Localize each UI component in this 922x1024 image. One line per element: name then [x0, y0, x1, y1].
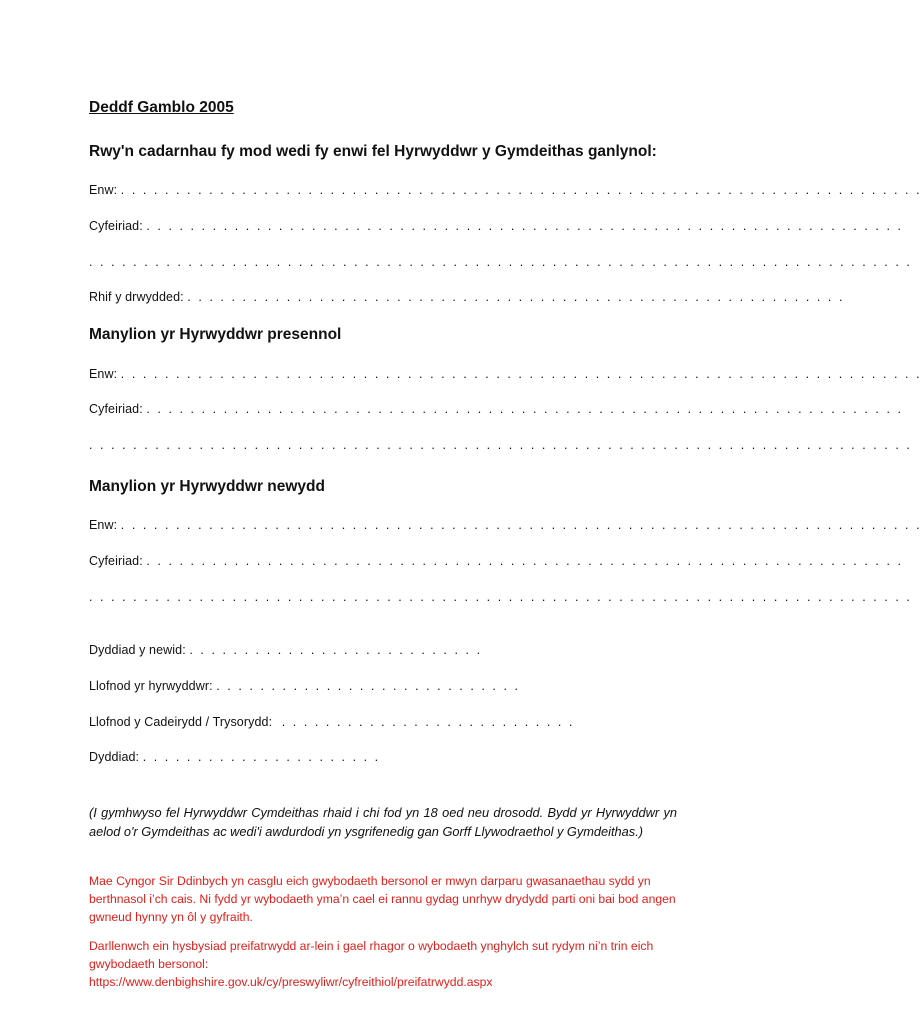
privacy-link-block [89, 937, 681, 991]
new-promoter-name-label: Enw: [89, 518, 118, 532]
privacy-url-link[interactable]: https://www.denbighshire.gov.uk/cy/preswyliwr/cyfreithiol/preifatrwydd.aspx [89, 975, 493, 989]
current-promoter-address-line2[interactable] [89, 438, 912, 452]
change-date-dots: . . . . . . . . . . . . . . . . . . . . . . . . . . . [189, 643, 483, 657]
licence-number-dots: . . . . . . . . . . . . . . . . . . . . . . . . . . . . . . . . . . . . . . . . . . . . . . . . . . . . . . . . . . . . [187, 290, 845, 304]
current-promoter-heading: Manylion yr Hyrwyddwr presennol [89, 326, 342, 343]
confirmation-heading: Rwy'n cadarnhau fy mod wedi fy enwi fel Hyrwyddwr y Gymdeithas ganlynol: [89, 143, 657, 160]
privacy-notice [89, 872, 681, 926]
current-promoter-address-dots: . . . . . . . . . . . . . . . . . . . . . . . . . . . . . . . . . . . . . . . . . . . . . . . . . . . . . . . . . . . . . . . . . . . . . [146, 402, 904, 416]
society-name-label: Enw: [89, 183, 118, 197]
new-promoter-address-dots: . . . . . . . . . . . . . . . . . . . . . . . . . . . . . . . . . . . . . . . . . . . . . . . . . . . . . . . . . . . . . . . . . . . . . [146, 554, 904, 568]
licence-number-label: Rhif y drwydded: [89, 290, 184, 304]
promoter-signature-label: Llofnod yr hyrwyddwr: [89, 679, 213, 693]
chair-signature-label: Llofnod y Cadeirydd / Trysorydd: [89, 715, 273, 729]
date-dots: . . . . . . . . . . . . . . . . . . . . . . [142, 750, 381, 764]
current-promoter-address-field[interactable] [89, 402, 903, 416]
new-promoter-address-field[interactable] [89, 554, 903, 568]
new-promoter-name-dots: . . . . . . . . . . . . . . . . . . . . . . . . . . . . . . . . . . . . . . . . . . . . . . . . . . . . . . . . . . . . . . . . . . . . . . . . . [120, 518, 922, 532]
change-date-label: Dyddiad y newid: [89, 643, 186, 657]
privacy-paragraph: Mae Cyngor Sir Ddinbych yn casglu eich gwybodaeth bersonol er mwyn darparu gwasanaethau sydd yn berthnasol i’ch cais. Ni fydd yr wybodaeth yma’n cael ei rannu gydag unrhyw drydydd parti oni bai bod angen gwneud hynny yn ôl y gyfraith. [89, 874, 676, 924]
chair-signature-field[interactable] [89, 715, 574, 729]
current-promoter-name-label: Enw: [89, 367, 118, 381]
new-promoter-name-field[interactable] [89, 518, 922, 532]
society-address-dots-line2: . . . . . . . . . . . . . . . . . . . . . . . . . . . . . . . . . . . . . . . . . . . . . . . . . . . . . . . . . . . . . . . . . . . . . . . . . . . [89, 255, 912, 269]
society-name-field[interactable] [89, 183, 922, 197]
society-address-field[interactable] [89, 219, 903, 233]
new-promoter-address-label: Cyfeiriad: [89, 554, 143, 568]
society-name-dots: . . . . . . . . . . . . . . . . . . . . . . . . . . . . . . . . . . . . . . . . . . . . . . . . . . . . . . . . . . . . . . . . . . . . . . . . . [120, 183, 922, 197]
current-promoter-name-field[interactable] [89, 367, 922, 381]
date-field[interactable] [89, 750, 380, 764]
licence-number-field[interactable] [89, 290, 845, 304]
current-promoter-address-label: Cyfeiriad: [89, 402, 143, 416]
new-promoter-address-dots-line2: . . . . . . . . . . . . . . . . . . . . . . . . . . . . . . . . . . . . . . . . . . . . . . . . . . . . . . . . . . . . . . . . . . . . . . . . . . . [89, 590, 912, 604]
document-title: Deddf Gamblo 2005 [89, 99, 234, 116]
current-promoter-address-dots-line2: . . . . . . . . . . . . . . . . . . . . . . . . . . . . . . . . . . . . . . . . . . . . . . . . . . . . . . . . . . . . . . . . . . . . . . . . . . . [89, 438, 912, 452]
new-promoter-address-line2[interactable] [89, 590, 912, 604]
new-promoter-heading: Manylion yr Hyrwyddwr newydd [89, 478, 325, 495]
current-promoter-name-dots: . . . . . . . . . . . . . . . . . . . . . . . . . . . . . . . . . . . . . . . . . . . . . . . . . . . . . . . . . . . . . . . . . . . . . . . . . [120, 367, 922, 381]
promoter-signature-field[interactable] [89, 679, 520, 693]
date-label: Dyddiad: [89, 750, 140, 764]
society-address-line2[interactable] [89, 255, 912, 269]
chair-signature-dots: . . . . . . . . . . . . . . . . . . . . . . . . . . . [281, 715, 575, 729]
privacy-link-intro: Darllenwch ein hysbysiad preifatrwydd ar-lein i gael rhagor o wybodaeth ynghylch sut rydym ni’n trin eich gwybodaeth bersonol: [89, 939, 654, 971]
eligibility-note: (I gymhwyso fel Hyrwyddwr Cymdeithas rhaid i chi fod yn 18 oed neu drosodd. Bydd yr Hyrwyddwr yn aelod o'r Gymdeithas ac wedi'i awdurdodi yn ysgrifenedig gan Gorff Llywodraethol y Gymdeithas.) [89, 805, 677, 839]
change-date-field[interactable] [89, 643, 482, 657]
promoter-signature-dots: . . . . . . . . . . . . . . . . . . . . . . . . . . . . [216, 679, 521, 693]
society-address-dots: . . . . . . . . . . . . . . . . . . . . . . . . . . . . . . . . . . . . . . . . . . . . . . . . . . . . . . . . . . . . . . . . . . . . . [146, 219, 904, 233]
society-address-label: Cyfeiriad: [89, 219, 143, 233]
